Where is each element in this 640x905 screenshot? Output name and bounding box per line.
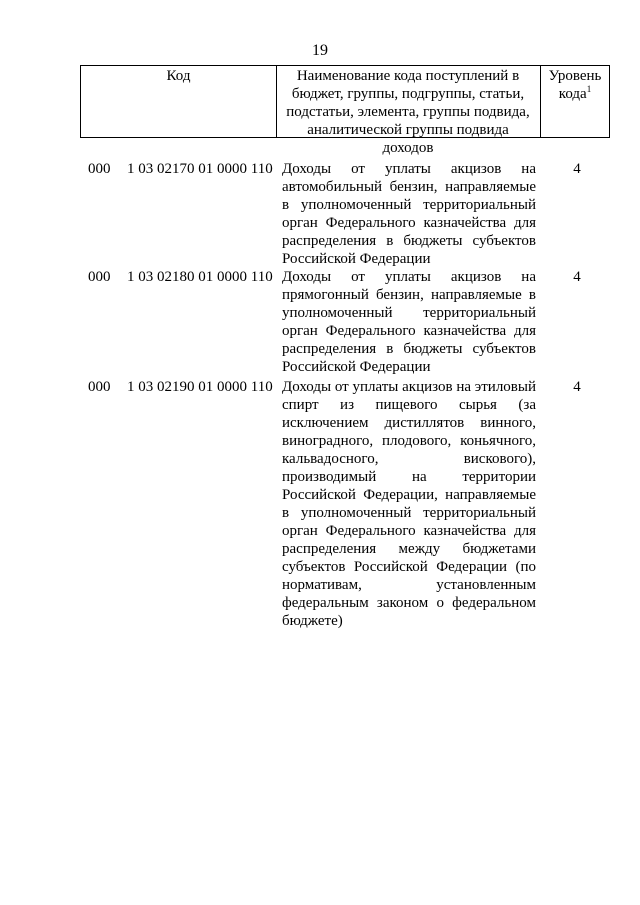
- code-level: 4: [573, 269, 581, 285]
- header-level-label: Уровень кода: [548, 68, 602, 102]
- admin-code: 000: [88, 379, 111, 395]
- header-level-footnote: 1: [586, 84, 592, 94]
- header-divider-1: [276, 65, 277, 138]
- income-description: Доходы от уплаты акцизов на прямогонный бензин, направляемые в уполномоченный территориальный орган Федерального казначейства для распределения в бюджеты субъектов Российской Федерации: [282, 269, 536, 375]
- header-top-rule: [80, 65, 610, 66]
- header-name: Наименование кода поступлений в бюджет, группы, подгруппы, статьи, подстатьи, элемента, группы подвида, аналитической группы подвида доходов: [286, 68, 530, 156]
- admin-code: 000: [88, 269, 111, 285]
- admin-code: 000: [88, 161, 111, 177]
- code-level: 4: [573, 379, 581, 395]
- budget-code: 1 03 02180 01 0000 110: [127, 269, 273, 285]
- header-right-rule: [609, 65, 610, 138]
- budget-code: 1 03 02190 01 0000 110: [127, 379, 273, 395]
- income-description: Доходы от уплаты акцизов на этиловый спирт из пищевого сырья (за исключением дистиллятов винного, виноградного, плодового, коньячного, кальвадосного, вискового), производимый на территории Российской Федерации, направляемые в уполномоченный территориальный орган Федерального казначейства для распределения между бюджетами субъектов Российской Федерации (по нормативам, установленным федеральным законом о федеральном бюджете): [282, 379, 536, 629]
- code-level: 4: [573, 161, 581, 177]
- header-divider-2: [540, 65, 541, 138]
- header-code: Код: [166, 68, 191, 84]
- income-description: Доходы от уплаты акцизов на автомобильный бензин, направляемые в уполномоченный территориальный орган Федерального казначейства для распределения в бюджеты субъектов Российской Федерации: [282, 161, 536, 267]
- page-number: 19: [312, 42, 328, 59]
- budget-code: 1 03 02170 01 0000 110: [127, 161, 273, 177]
- header-level: [543, 67, 607, 103]
